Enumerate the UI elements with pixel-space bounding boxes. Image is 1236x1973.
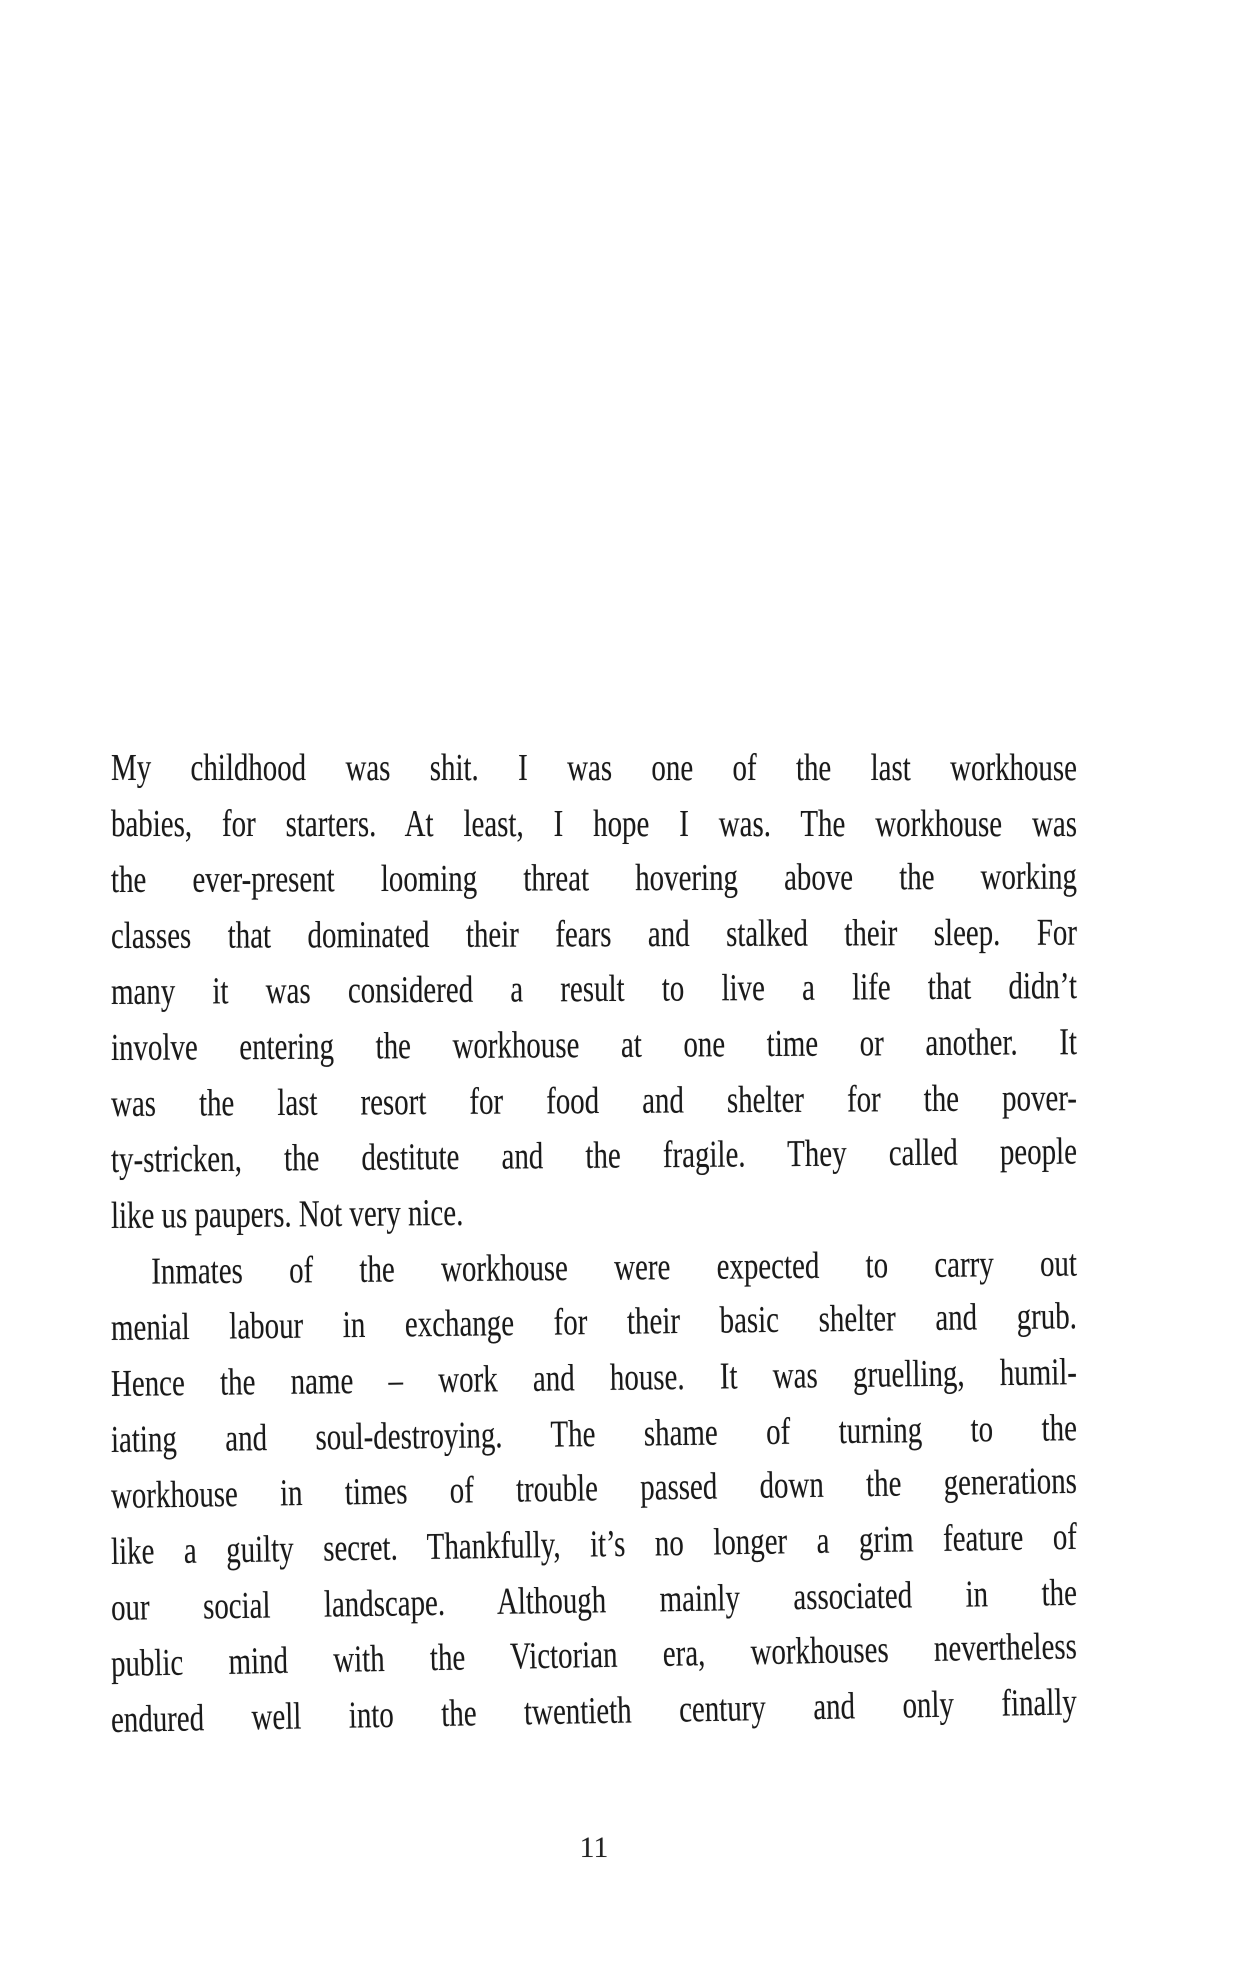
paragraph-1 <box>111 740 1077 1244</box>
text-line: My childhood was shit. I was one of the last workhouse <box>111 747 1077 789</box>
text-line: many it was considered a result to live a life that didn’t <box>110 965 1078 1013</box>
text-line: was the last resort for food and shelter for the pover- <box>110 1077 1078 1125</box>
paragraph-2 <box>111 1244 1077 1748</box>
text-line: classes that dominated their fears and stalked their sleep. For <box>110 911 1078 957</box>
text-line: menial labour in exchange for their basic shelter and grub. <box>110 1295 1078 1349</box>
text-line: iating and soul-destroying. The shame of turning to the <box>110 1407 1078 1461</box>
text-line: public mind with the Victorian era, workhouses nevertheless <box>110 1625 1078 1685</box>
page-text <box>111 740 1077 1748</box>
text-line: Inmates of the workhouse were expected to carry out <box>151 1242 1078 1293</box>
text-line: the ever-present looming threat hovering above the working <box>110 855 1078 901</box>
text-line: ty-stricken, the destitute and the fragile. They called people <box>110 1130 1078 1181</box>
text-line: our social landscape. Although mainly associated in the <box>110 1571 1078 1629</box>
text-line: workhouse in times of trouble passed down the generations <box>110 1459 1078 1517</box>
text-line: like a guilty secret. Thankfully, it’s no longer a grim feature of <box>110 1515 1078 1573</box>
text-line: babies, for starters. At least, I hope I was. The workhouse was <box>111 803 1077 845</box>
text-line: like us paupers. Not very nice. <box>110 1191 464 1237</box>
text-line: endured well into the twentieth century and only finally <box>110 1681 1078 1741</box>
page-number: 11 <box>579 1831 609 1864</box>
text-line: Hence the name – work and house. It was gruelling, humil- <box>110 1351 1078 1405</box>
text-line: involve entering the workhouse at one time or another. It <box>110 1021 1078 1069</box>
